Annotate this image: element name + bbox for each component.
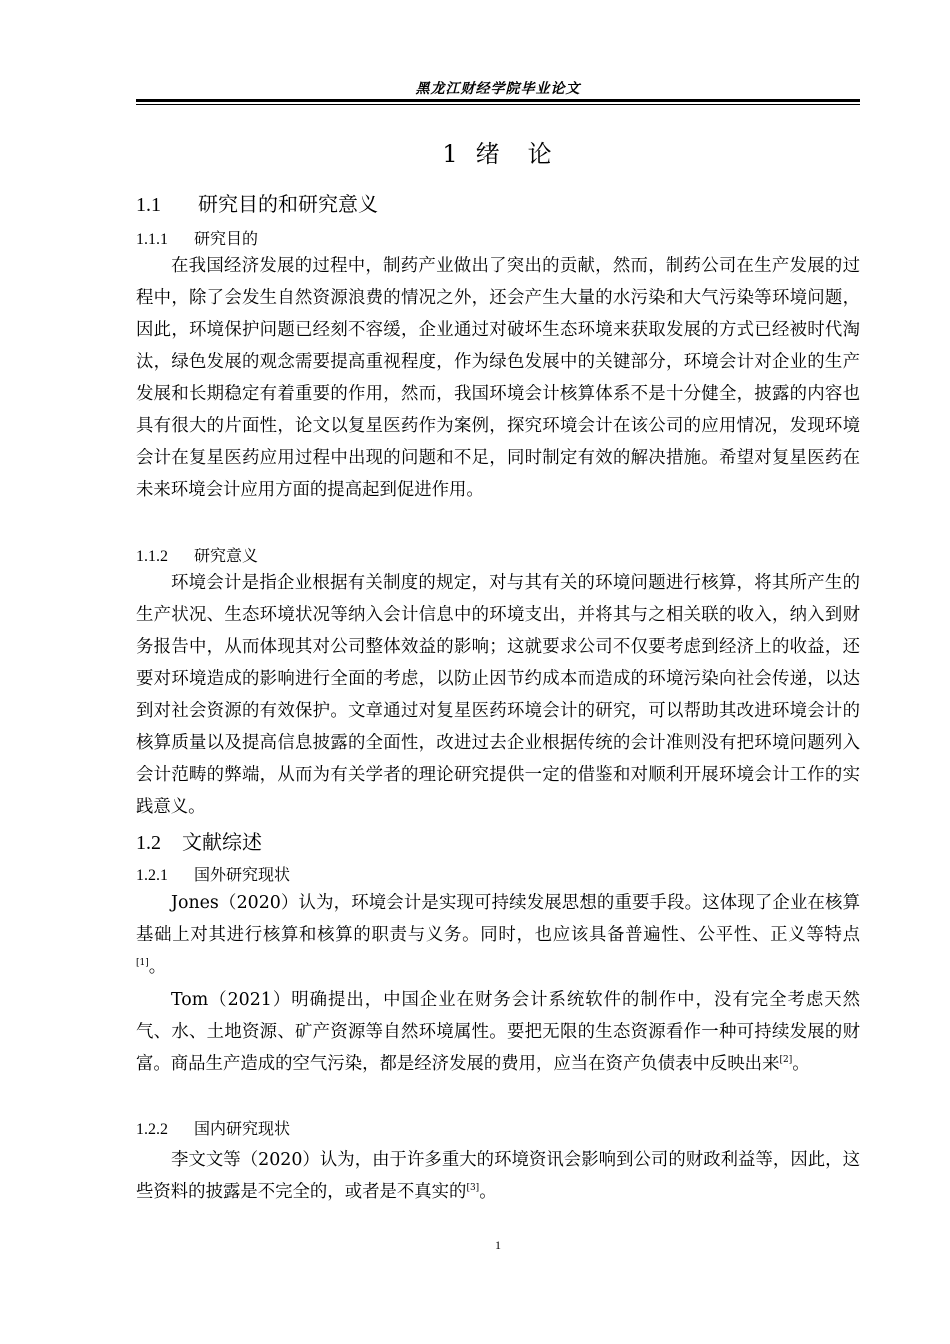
citation-marker: [2] [779, 1055, 793, 1066]
subsection-heading-1-1-2 [136, 543, 860, 566]
paragraph-foreign-jones [136, 887, 860, 983]
subsection-number: 1.2.2 [136, 1121, 168, 1138]
chapter-title-text: 绪 论 [475, 140, 554, 168]
paragraph-research-significance: 环境会计是指企业根据有关制度的规定，对与其有关的环境问题进行核算，将其所产生的生产状况、生态环境状况等纳入会计信息中的环境支出，并将其与之相关联的收入，纳入到财务报告中，从而体现其对公司整体效益的影响；这就要求公司不仅要考虑到经济上的收益，还要对环境造成的影响进行全面的考虑，以防止因节约成本而造成的环境污染向社会传递，以达到对社会资源的有效保护。文章通过对复星医药环境会计的研究，可以帮助其改进环境会计的核算质量以及提高信息披露的全面性，改进过去企业根据传统的会计准则没有把环境问题列入会计范畴的弊端，从而为有关学者的理论研究提供一定的借鉴和对顺利开展环境会计工作的实践意义。 [136, 573, 860, 817]
citation-marker: [3] [466, 1183, 480, 1194]
subsection-number: 1.1.2 [136, 548, 168, 565]
section-number: 1.1 [136, 194, 161, 216]
section-heading-1-1 [136, 188, 860, 217]
section-number: 1.2 [136, 832, 161, 854]
chapter-number: 1 [442, 140, 460, 168]
section-heading-1-2 [136, 826, 860, 855]
subsection-heading-1-1-1 [136, 226, 860, 249]
paragraph-end: 。 [792, 1054, 810, 1074]
paragraph-end: 。 [479, 1182, 497, 1202]
paragraph-foreign-tom [136, 984, 860, 1080]
page-number: 1 [495, 1238, 501, 1252]
section-title: 文献综述 [182, 830, 262, 854]
header-rule-thin [136, 104, 860, 105]
section-title: 研究目的和研究意义 [198, 192, 378, 216]
paragraph-text: Jones（2020）认为，环境会计是实现可持续发展思想的重要手段。这体现了企业在核算基础上对其进行核算和核算的职责与义务。同时，也应该具备普遍性、公平性、正义等特点 [136, 893, 860, 945]
citation-marker: [1] [136, 958, 149, 969]
chapter-title [136, 134, 860, 169]
paragraph-text: 李文文等（2020）认为，由于许多重大的环境资讯会影响到公司的财政利益等，因此，这些资料的披露是不完全的，或者是不真实的 [136, 1150, 860, 1202]
subsection-title: 研究目的 [194, 229, 259, 248]
paragraph-end: 。 [148, 957, 167, 977]
paragraph-text: Tom（2021）明确提出，中国企业在财务会计系统软件的制作中，没有完全考虑天然气、水、土地资源、矿产资源等自然环境属性。要把无限的生态资源看作一种可持续发展的财富。商品生产造成的空气污染，都是经济发展的费用，应当在资产负债表中反映出来 [136, 990, 860, 1074]
subsection-title: 国内研究现状 [194, 1119, 291, 1138]
subsection-heading-1-2-1 [136, 862, 860, 885]
running-header-title: 黑龙江财经学院毕业论文 [415, 81, 581, 97]
subsection-title: 国外研究现状 [194, 865, 291, 884]
paragraph-domestic-li [136, 1144, 860, 1208]
header-rule-thick [136, 99, 860, 102]
subsection-number: 1.2.1 [136, 867, 168, 884]
subsection-number: 1.1.1 [136, 231, 168, 248]
subsection-heading-1-2-2 [136, 1116, 860, 1139]
paragraph-research-purpose: 在我国经济发展的过程中，制药产业做出了突出的贡献，然而，制药公司在生产发展的过程中，除了会发生自然资源浪费的情况之外，还会产生大量的水污染和大气污染等环境问题，因此，环境保护问题已经刻不容缓，企业通过对破坏生态环境来获取发展的方式已经被时代淘汰，绿色发展的观念需要提高重视程度，作为绿色发展中的关键部分，环境会计对企业的生产发展和长期稳定有着重要的作用，然而，我国环境会计核算体系不是十分健全，披露的内容也具有很大的片面性，论文以复星医药作为案例，探究环境会计在该公司的应用情况，发现环境会计在复星医药应用过程中出现的问题和不足，同时制定有效的解决措施。希望对复星医药在未来环境会计应用方面的提高起到促进作用。 [136, 256, 860, 500]
subsection-title: 研究意义 [194, 546, 259, 565]
